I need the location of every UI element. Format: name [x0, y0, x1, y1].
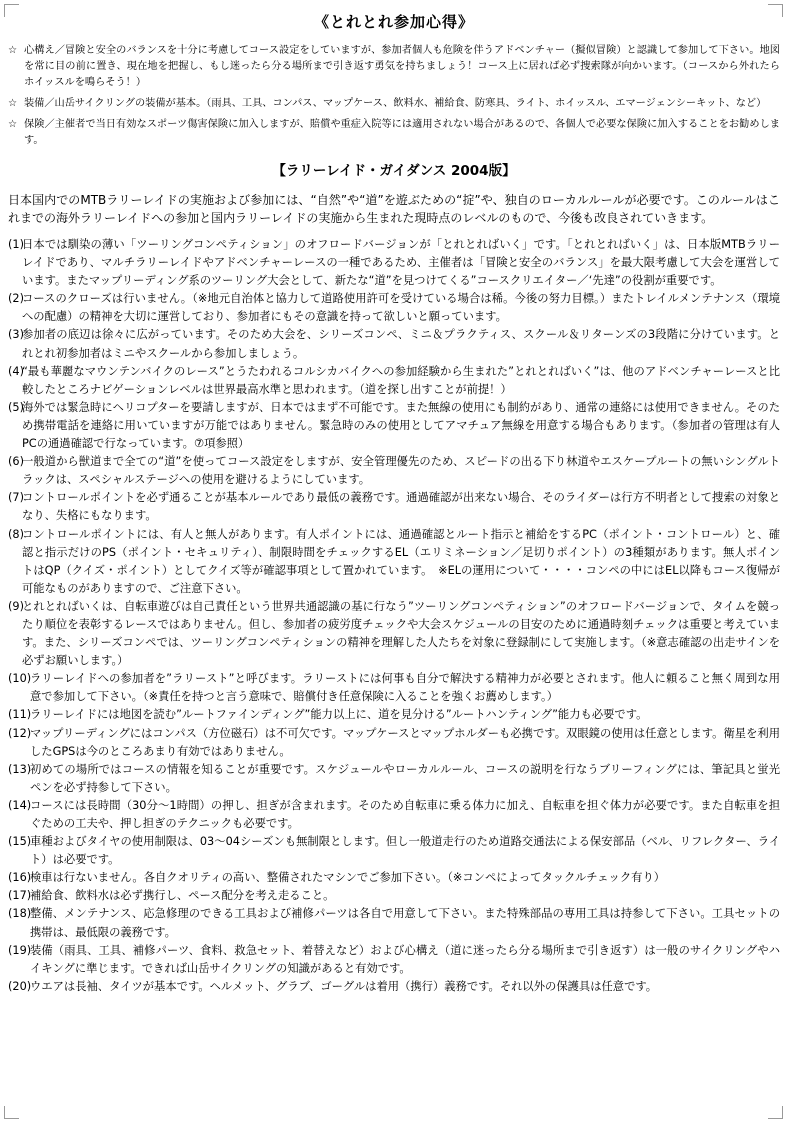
rule-item: [8, 363, 780, 399]
rule-text: ラリーレイドへの参加者を”ラリースト”と呼びます。ラリーストには何事も自分で解決する精神力が必要とされます。他人に頼ること無く周到な用意で参加して下さい。（※責任を持つと言う意味で、賠償付き任意保険に入ることを強くお薦めします。）: [30, 672, 780, 704]
rule-item: [8, 706, 780, 724]
rule-number: (10): [8, 672, 32, 686]
rule-item: [8, 833, 780, 869]
rule-number: (3): [8, 328, 25, 342]
rule-text: コントロールポイントには、有人と無人があります。有人ポイントには、通過確認とルート指示と補給をするPC（ポイント・コントロール）と、確認と指示だけのPS（ポイント・セキュリティ）、制限時間をチェックするEL（エリミネーション／足切りポイント）の3種類があります。無人ポイントはQP（クイズ・ポイント）としてクイズ等が確認事項として置かれています。 ※ELの運用について・・・・コンペの中にはEL以降もコース復帰が可能なものがありますので、ご注意下さい。: [22, 527, 780, 595]
rule-text: マップリーディングにはコンパス（方位磁石）は不可欠です。マップケースとマップホルダーも必携です。双眼鏡の使用は任意とします。衛星を利用したGPSは今のところあまり有効ではありません。: [30, 726, 780, 758]
rule-text: 参加者の底辺は徐々に広がっています。そのため大会を、シリーズコンペ、ミニ＆プラクティス、スクール＆リターンズの3段階に分けています。とれとれ初参加者はミニやスクールから参加しましょう。: [22, 328, 780, 360]
rule-item: [8, 725, 780, 761]
note-text: 装備／山岳サイクリングの装備が基本。（雨具、工具、コンパス、マップケース、飲料水、補給食、防寒具、ライト、ホイッスル、エマージェンシーキット、など）: [24, 98, 767, 109]
rule-text: コントロールポイントを必ず通ることが基本ルールであり最低の義務です。通過確認が出来ない場合、そのライダーは行方不明者として捜索の対象となり、失格にもなります。: [22, 491, 780, 523]
note-item: [8, 96, 780, 112]
rule-text: 検車は行ないません。各自クオリティの高い、整備されたマシンでご参加下さい。（※コンペによってタックルチェック有り）: [30, 871, 666, 885]
rule-item: [8, 598, 780, 670]
rule-text: コースのクローズは行いません。（※地元自治体と協力して道路使用許可を受けている場合は稀。今後の努力目標。）またトレイルメンテナンス（環境への配慮）の精神を大切に運営しており、参加者にもその意識を持って欲しいと願っています。: [22, 292, 780, 324]
rule-item: [8, 887, 780, 905]
rule-text: 装備（雨具、工具、補修パーツ、食料、救急セット、着替えなど）および心構え（道に迷ったら分る場所まで引き返す）は一般のサイクリングやハイキングに準じます。できれば山岳サイクリングの知識があると有効です。: [30, 943, 780, 975]
note-text: 保険／主催者で当日有効なスポーツ傷害保険に加入しますが、賠償や重症入院等には適用されない場合があるので、各個人で必要な保険に加入することをお勧めします。: [24, 119, 780, 146]
rule-item: [8, 670, 780, 706]
rule-text: コースには長時間（30分～1時間）の押し、担ぎが含まれます。そのため自転車に乗る体力に加え、自転車を担ぐ体力が必要です。また自転車を担ぐための工夫や、押し担ぎのテクニックも必要です。: [30, 798, 780, 830]
rule-item: [8, 399, 780, 453]
note-item: [8, 117, 780, 149]
rule-text: 車種およびタイヤの使用制限は、03～04シーズンも無制限とします。但し一般道走行のため道路交通法による保安部品（ベル、リフレクター、ライト）は必要です。: [30, 835, 780, 867]
rule-text: 日本では馴染の薄い「ツーリングコンペティション」のオフロードバージョンが「とれとればいく」です。「とれとればいく」は、日本版MTBラリーレイドであり、マルチラリーレイドやアドベンチャーレースの一種であるため、主催者は「冒険と安全のバランス」を最大限考慮して大会を運営しています。またマップリーディング系のツーリング大会として、新たな“道”を見つけてくる”コースクリエイター／‘先達”の役割が重要です。: [22, 238, 780, 288]
rule-number: (17): [8, 889, 32, 903]
rule-item: [8, 453, 780, 489]
rule-number: (20): [8, 979, 32, 993]
rule-item: [8, 326, 780, 362]
note-text: 心構え／冒険と安全のバランスを十分に考慮してコース設定をしていますが、参加者個人も危険を伴うアドベンチャー（擬似冒険）と認識して参加して下さい。地図を常に目の前に置き、現在地を把握し、もし迷ったら分る場所まで引き返す勇気を持ちましょう！コース上に居れば必ず捜索隊が向かいます。（コースから外れたらホイッスルを鳴らそう！）: [24, 45, 780, 88]
rule-number: (9): [8, 599, 25, 613]
rule-text: 一般道から獣道まで全ての“道”を使ってコース設定をしますが、安全管理優先のため、スピードの出る下り林道やエスケープルートの無いシングルトラックは、スペシャルステージへの使用を避けるようにしています。: [22, 455, 780, 487]
rule-number: (13): [8, 762, 32, 776]
rule-text: “最も華麗なマウンテンバイクのレース”とうたわれるコルシカバイクへの参加経験から生まれた”とれとればいく”は、他のアドベンチャーレースと比較したところナビゲーションレベルは世界最高水準と思われます。（道を探し出すことが前提！）: [22, 364, 780, 396]
rule-number: (8): [8, 527, 25, 541]
rule-number: (11): [8, 708, 32, 722]
page-title: 《とれとれ参加心得》: [313, 13, 474, 31]
rule-item: [8, 526, 780, 598]
document-page: [8, 12, 780, 996]
rule-item: [8, 869, 780, 887]
participation-notes: [8, 43, 780, 149]
rule-text: 補給食、飲料水は必ず携行し、ペース配分を考え走ること。: [30, 889, 335, 903]
rule-number: (7): [8, 491, 25, 505]
rule-number: (6): [8, 455, 25, 469]
rule-item: [8, 942, 780, 978]
guidance-rules: [8, 236, 780, 996]
rule-number: (4): [8, 364, 25, 378]
rule-number: (14): [8, 798, 32, 812]
rule-number: (19): [8, 943, 32, 957]
star-bullet-icon: ☆: [8, 98, 18, 109]
crop-mark-bottom-right: [768, 1106, 783, 1119]
rule-item: [8, 290, 780, 326]
star-bullet-icon: ☆: [8, 45, 18, 56]
guidance-title: 【ラリーレイド・ガイダンス 2004版】: [272, 163, 516, 179]
rule-number: (1): [8, 238, 25, 251]
rule-item: [8, 905, 780, 941]
rule-number: (12): [8, 726, 32, 740]
rule-item: [8, 761, 780, 797]
rule-text: ラリーレイドには地図を読む”ルートファインディング”能力以上に、道を見分ける”ルートハンティング”能力も必要です。: [30, 708, 648, 722]
rule-number: (5): [8, 400, 25, 414]
rule-number: (2): [8, 292, 25, 306]
rule-text: 整備、メンテナンス、応急修理のできる工具および補修パーツは各自で用意して下さい。また特殊部品の専用工具は持参して下さい。工具セットの携帯は、最低限の義務です。: [30, 907, 780, 939]
star-bullet-icon: ☆: [8, 119, 18, 130]
crop-mark-bottom-left: [4, 1106, 19, 1119]
rule-number: (18): [8, 907, 32, 921]
rule-item: [8, 236, 780, 290]
rule-text: ウエアは長袖、タイツが基本です。ヘルメット、グラブ、ゴーグルは着用（携行）義務です。それ以外の保護具は任意です。: [30, 979, 658, 993]
guidance-intro: 日本国内でのMTBラリーレイドの実施および参加には、“自然”や“道”を遊ぶための“掟”や、独自のローカルルールが必要です。このルールはこれまでの海外ラリーレイドへの参加と国内ラリーレイドの実施から生まれた現時点のレベルのもので、今後も改良されていきます。: [8, 193, 780, 225]
rule-text: 海外では緊急時にヘリコプターを要請しますが、日本ではまず不可能です。また無線の使用にも制約があり、通常の連絡には使用できません。そのため携帯電話を連絡に用いていますが万能ではありません。緊急時のみの使用としてアマチュア無線を用意する場合もあります。（参加者の管理は有人PCの通過確認で行なっています。⑦項参照）: [22, 400, 780, 451]
rule-text: とれとればいくは、自転車遊びは自己責任という世界共通認識の基に行なう”ツーリングコンペティション”のオフロードバージョンで、タイムを競ったり順位を表彰するレースではありません。但し、参加者の疲労度チェックや大会スケジュールの目安のために通過時刻チェックは重要と考えています。また、シリーズコンペでは、ツーリングコンペティションの精神を理解した人たちを対象に登録制にして実施します。（※意志確認の出走サインを必ずお願いします。）: [22, 599, 780, 668]
rule-text: 初めての場所ではコースの情報を知ることが重要です。スケジュールやローカルルール、コースの説明を行なうブリーフィングには、筆記具と蛍光ペンを必ず持参して下さい。: [30, 762, 780, 794]
rule-number: (15): [8, 835, 32, 849]
rule-item: [8, 797, 780, 833]
note-item: [8, 43, 780, 91]
rule-item: [8, 489, 780, 525]
rule-number: (16): [8, 871, 32, 885]
rule-item: [8, 978, 780, 996]
